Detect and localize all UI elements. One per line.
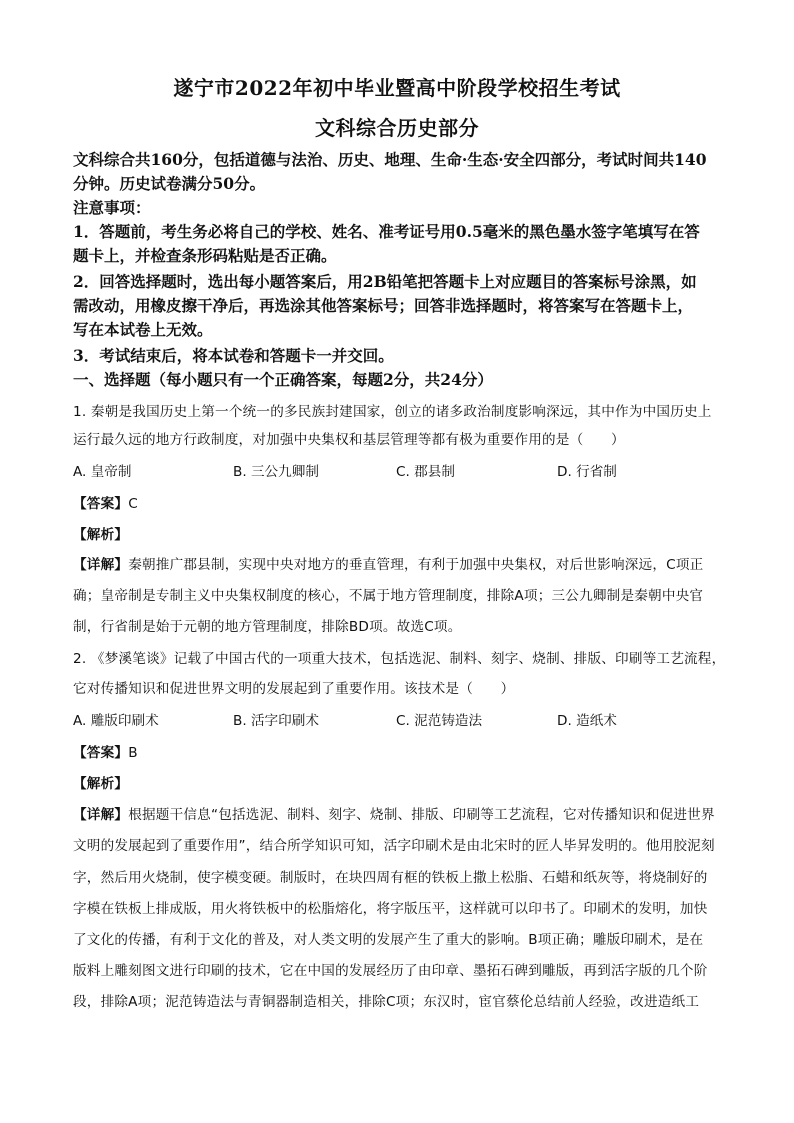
q2-detail-line: 字，然后用火烧制，使字模变硬。制版时，在块四周有框的铁板上撒上松脂、石蜡和纸灰等，将烧制好的	[73, 870, 708, 886]
answer-tag: 【答案】	[73, 496, 129, 512]
exam-title: 遂宁市2022年初中毕业暨高中阶段学校招生考试	[173, 76, 621, 100]
q2-detail-line: 版料上雕刻图文进行印刷的技术，它在中国的发展经历了由印章、墨拓石碑到雕版，再到活字版的几个阶	[73, 963, 708, 979]
exam-subtitle: 文科综合历史部分	[315, 116, 479, 140]
intro-line: 文科综合共160分，包括道德与法治、历史、地理、生命·生态·安全四部分，考试时间共140	[73, 150, 707, 169]
notice-line: 1．答题前，考生务必将自己的学校、姓名、准考证号用0.5毫米的黑色墨水签字笔填写在答	[73, 222, 700, 241]
question-1-stem: 1. 秦朝是我国历史上第一个统一的多民族封建国家，创立的诸多政治制度影响深远，其中作为中国历史上	[73, 404, 712, 420]
notice-title: 注意事项：	[73, 198, 151, 217]
q1-option-b: B. 三公九卿制	[233, 464, 319, 480]
q2-detail	[73, 803, 715, 823]
q1-option-a: A. 皇帝制	[73, 464, 132, 480]
q2-option-b: B. 活字印刷术	[233, 713, 319, 729]
notice-line: 2．回答选择题时，选出每小题答案后，用2B铅笔把答题卡上对应题目的答案标号涂黑，如	[73, 272, 697, 291]
detail-tag: 【详解】	[73, 807, 129, 823]
q2-option-c: C. 泥范铸造法	[396, 713, 483, 729]
notice-line: 3．考试结束后，将本试卷和答题卡一并交回。	[73, 346, 394, 365]
detail-text: 根据题干信息“包括选泥、制料、刻字、烧制、排版、印刷等工艺流程，它对传播知识和促进世界	[128, 807, 715, 823]
q1-option-c: C. 郡县制	[396, 464, 455, 480]
q2-detail-line: 字模在铁板上排成版，用火将铁板中的松脂熔化，将字版压平，这样就可以印书了。印刷术的发明，加快	[73, 901, 708, 917]
q1-detail-line: 制，行省制是始于元朝的地方管理制度，排除BD项。故选C项。	[73, 619, 462, 635]
question-2-stem: 2. 《梦溪笔谈》记载了中国古代的一项重大技术，包括选泥、制料、刻字、烧制、排版、印刷等工艺流程，	[73, 651, 726, 667]
notice-line: 题卡上，并检查条形码粘贴是否正确。	[73, 246, 337, 265]
notice-line: 需改动，用橡皮擦干净后，再选涂其他答案标号；回答非选择题时，将答案写在答题卡上，	[73, 296, 694, 315]
section-title: 一、选择题（每小题只有一个正确答案，每题2分，共24分）	[73, 370, 493, 389]
answer-tag: 【答案】	[73, 745, 129, 761]
detail-text: 秦朝推广郡县制，实现中央对地方的垂直管理，有利于加强中央集权，对后世影响深远，C项正	[128, 557, 704, 573]
q2-detail-line: 段，排除A项；泥范铸造法与青铜器制造相关，排除C项；东汉时，宦官蔡伦总结前人经验，改进造纸工	[73, 994, 700, 1010]
detail-tag: 【详解】	[73, 557, 129, 573]
question-1-stem: 运行最久远的地方行政制度，对加强中央集权和基层管理等都有极为重要作用的是（ ）	[73, 432, 625, 448]
q2-option-a: A. 雕版印刷术	[73, 713, 159, 729]
q1-analysis-tag: 【解析】	[73, 527, 129, 543]
q2-analysis-tag: 【解析】	[73, 776, 129, 792]
intro-line: 分钟。历史试卷满分50分。	[73, 174, 266, 193]
q2-detail-line: 文明的发展起到了重要作用”，结合所学知识可知，活字印刷术是由北宋时的匠人毕昇发明的。他用胶泥刻	[73, 838, 715, 854]
notice-line: 写在本试卷上无效。	[73, 320, 213, 339]
q1-detail-line: 确；皇帝制是专制主义中央集权制度的核心，不属于地方管理制度，排除A项；三公九卿制是秦朝中央官	[73, 588, 704, 604]
q2-option-d: D. 造纸术	[557, 713, 617, 729]
q1-detail	[73, 553, 703, 573]
q2-answer	[73, 741, 138, 761]
q1-answer	[73, 492, 138, 512]
q1-option-d: D. 行省制	[557, 464, 617, 480]
q2-detail-line: 了文化的传播，有利于文化的普及，对人类文明的发展产生了重大的影响。B项正确；雕版印刷术，是在	[73, 932, 704, 948]
answer-value: B	[128, 745, 138, 761]
question-2-stem: 它对传播知识和促进世界文明的发展起到了重要作用。该技术是（ ）	[73, 681, 515, 697]
answer-value: C	[128, 496, 138, 512]
